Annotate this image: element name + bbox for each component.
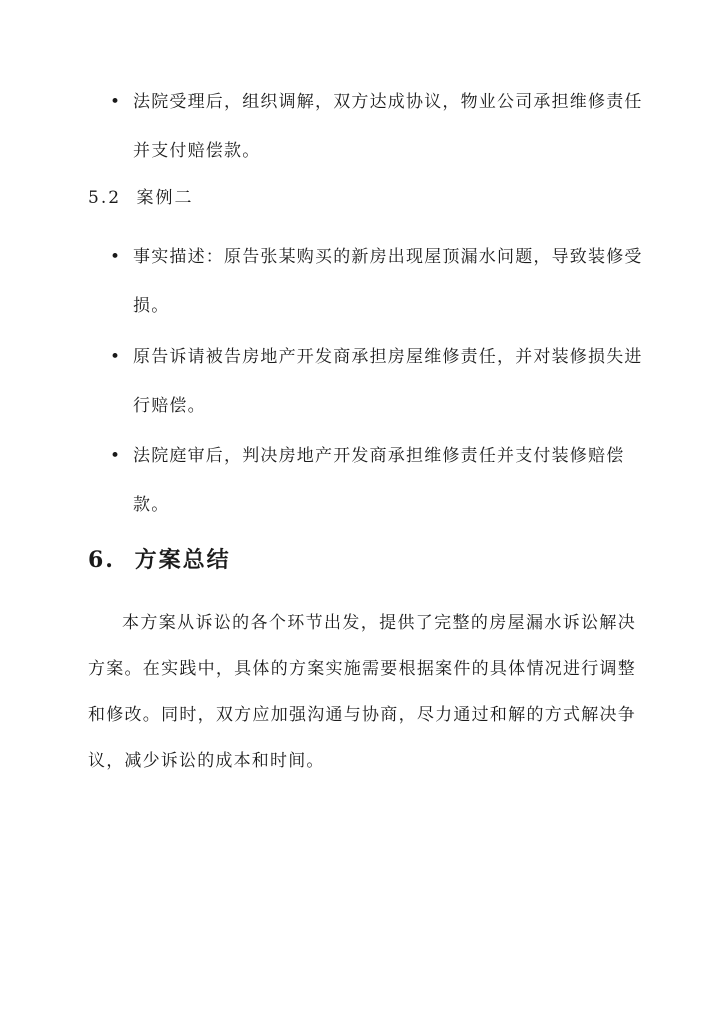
subsection-heading	[88, 183, 193, 213]
bullet-icon: •	[110, 347, 122, 367]
list-item-text: 事实描述：原告张某购买的新房出现屋顶漏水问题，导致装修受损。	[133, 247, 643, 316]
list-item-text: 法院受理后，组织调解，双方达成协议，物业公司承担维修责任并支付赔偿款。	[133, 92, 643, 161]
bullet-icon: •	[110, 247, 122, 267]
section-title: 方案总结	[134, 547, 231, 573]
section-number: 6.	[88, 547, 115, 573]
section-heading	[88, 542, 231, 578]
bullet-icon: •	[110, 446, 122, 466]
list-item	[88, 333, 648, 431]
list-item	[88, 78, 648, 176]
list-item-text: 原告诉请被告房地产开发商承担房屋维修责任，并对装修损失进行赔偿。	[133, 347, 643, 416]
list-item-text: 法院庭审后，判决房地产开发商承担维修责任并支付装修赔偿款。	[133, 446, 625, 515]
list-item	[88, 233, 648, 331]
subsection-number: 5.2	[88, 188, 122, 208]
subsection-title: 案例二	[136, 188, 194, 208]
list-item	[88, 432, 648, 530]
summary-paragraph: 本方案从诉讼的各个环节出发，提供了完整的房屋漏水诉讼解决方案。在实践中，具体的方案实施需要根据案件的具体情况进行调整和修改。同时，双方应加强沟通与协商，尽力通过和解的方式解决争议，减少诉讼的成本和时间。	[88, 613, 636, 771]
bullet-icon: •	[110, 92, 122, 112]
